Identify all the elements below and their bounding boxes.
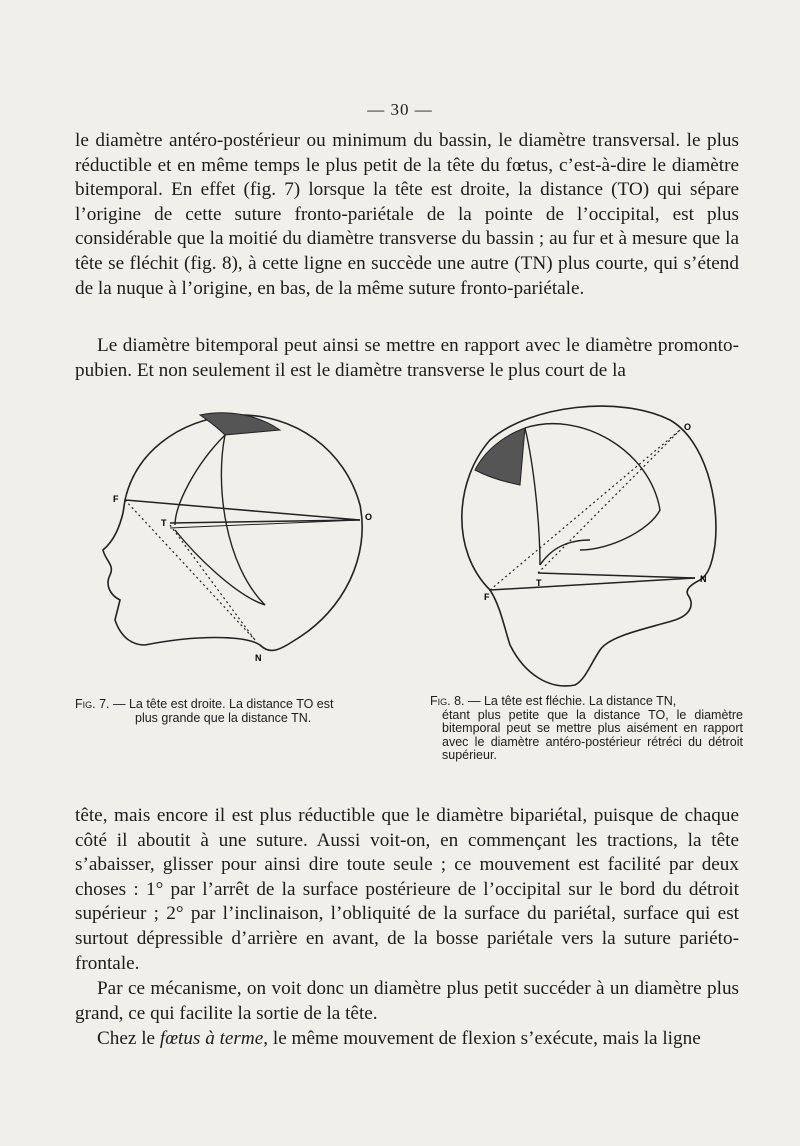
fontanel-hatch-7 bbox=[200, 413, 280, 435]
point-F-7: F bbox=[113, 494, 119, 504]
figure-8-caption bbox=[430, 695, 743, 763]
figure-8 bbox=[450, 390, 730, 695]
point-O-7: O bbox=[365, 512, 373, 522]
line-F-O-7 bbox=[125, 500, 360, 520]
suture-curve-7a bbox=[175, 435, 225, 525]
figure-8-caption-line1: — La tête est fléchie. La distance TN, bbox=[464, 694, 677, 708]
paragraph-5-italic: fœtus à terme bbox=[159, 1028, 264, 1049]
figure-7-drawing bbox=[95, 395, 373, 680]
suture-curve-8b bbox=[525, 424, 660, 550]
fontanel-hatch-8 bbox=[475, 428, 525, 485]
line-F-N-7 bbox=[125, 500, 255, 640]
figure-7-caption-line2: plus grande que la distance TN. bbox=[135, 710, 312, 725]
figure-7 bbox=[95, 395, 373, 680]
paragraph-5 bbox=[75, 1027, 739, 1052]
line-T-N-8 bbox=[538, 573, 695, 578]
figure-7-label: Fig. 7. bbox=[75, 697, 110, 711]
line-T-N-7 bbox=[170, 525, 255, 640]
figure-7-caption bbox=[75, 698, 395, 725]
paragraph-5-end: , le même mouvement de flexion s’exécute, mais la ligne bbox=[263, 1028, 701, 1049]
point-T-8: T bbox=[536, 578, 542, 588]
paragraph-4: Par ce mécanisme, on voit donc un diamètre plus petit succéder à un diamètre plus grand, ce qui facilite la sortie de la tête. bbox=[75, 978, 739, 1024]
suture-curve-8a bbox=[525, 428, 540, 565]
paragraph-1: le diamètre antéro-postérieur ou minimum du bassin, le diamètre transversal. le plus réductible et en même temps le plus petit de la tête du fœtus, c’est-à-dire le diamètre bitemporal. En effet (fig. 7) lorsque la tête est droite, la distance (TO) qui sépare l’origine de cette suture fronto-pariétale de la pointe de l’occipital, est plus considérable que la moitié du diamètre transverse du bassin ; au fur et à mesure que la tête se fléchit (fig. 8), à cette ligne en succède une autre (TN) plus courte, qui s’étend de la nuque à l’origine, en bas, de la même suture fronto-pariétale. bbox=[75, 130, 739, 299]
point-N-8: N bbox=[700, 574, 707, 584]
point-O-8: O bbox=[684, 422, 692, 432]
suture-curve-7b bbox=[221, 435, 265, 605]
paragraph-3: tête, mais encore il est plus réductible que le diamètre bipariétal, puisque de chaque côté il aboutit à une suture. Aussi voit-on, en commençant les tractions, la tête s’abaisser, glisser pour ainsi dire toute seule ; ce mouvement est facilité par deux choses : 1° par l’arrêt de la surface postérieure de l’occipital sur le bord du détroit supérieur ; 2° par l’inclinaison, l’obliquité de la surface du pariétal, surface qui est surtout dépressible d’arrière en avant, de la bosse pariétale vers la suture pariéto-frontale. bbox=[75, 805, 739, 974]
paragraph-2: Le diamètre bitemporal peut ainsi se mettre en rapport avec le diamètre promonto-pubien. Et non seulement il est le diamètre transverse le plus court de la bbox=[75, 335, 739, 381]
skull-outline-7 bbox=[103, 415, 362, 651]
suture-curve-7c bbox=[175, 530, 265, 605]
point-N-7: N bbox=[255, 653, 262, 663]
figure-8-drawing bbox=[450, 390, 730, 695]
line-F-N-8 bbox=[490, 578, 695, 590]
point-F-8: F bbox=[484, 592, 490, 602]
suture-curve-8c bbox=[540, 540, 590, 565]
figure-7-caption-line1: — La tête est droite. La distance TO est bbox=[109, 697, 334, 711]
page-number: — 30 — bbox=[367, 100, 433, 119]
point-T-7: T bbox=[161, 518, 167, 528]
figure-8-label: Fig. 8. bbox=[430, 694, 465, 708]
paragraph-5-start: Chez le bbox=[97, 1028, 160, 1049]
figure-8-caption-line2: étant plus petite que la distance TO, le diamètre bitemporal peut se mettre plus aisément en rapport avec le diamètre antéro-postérieur rétréci du détroit supérieur. bbox=[442, 707, 743, 762]
